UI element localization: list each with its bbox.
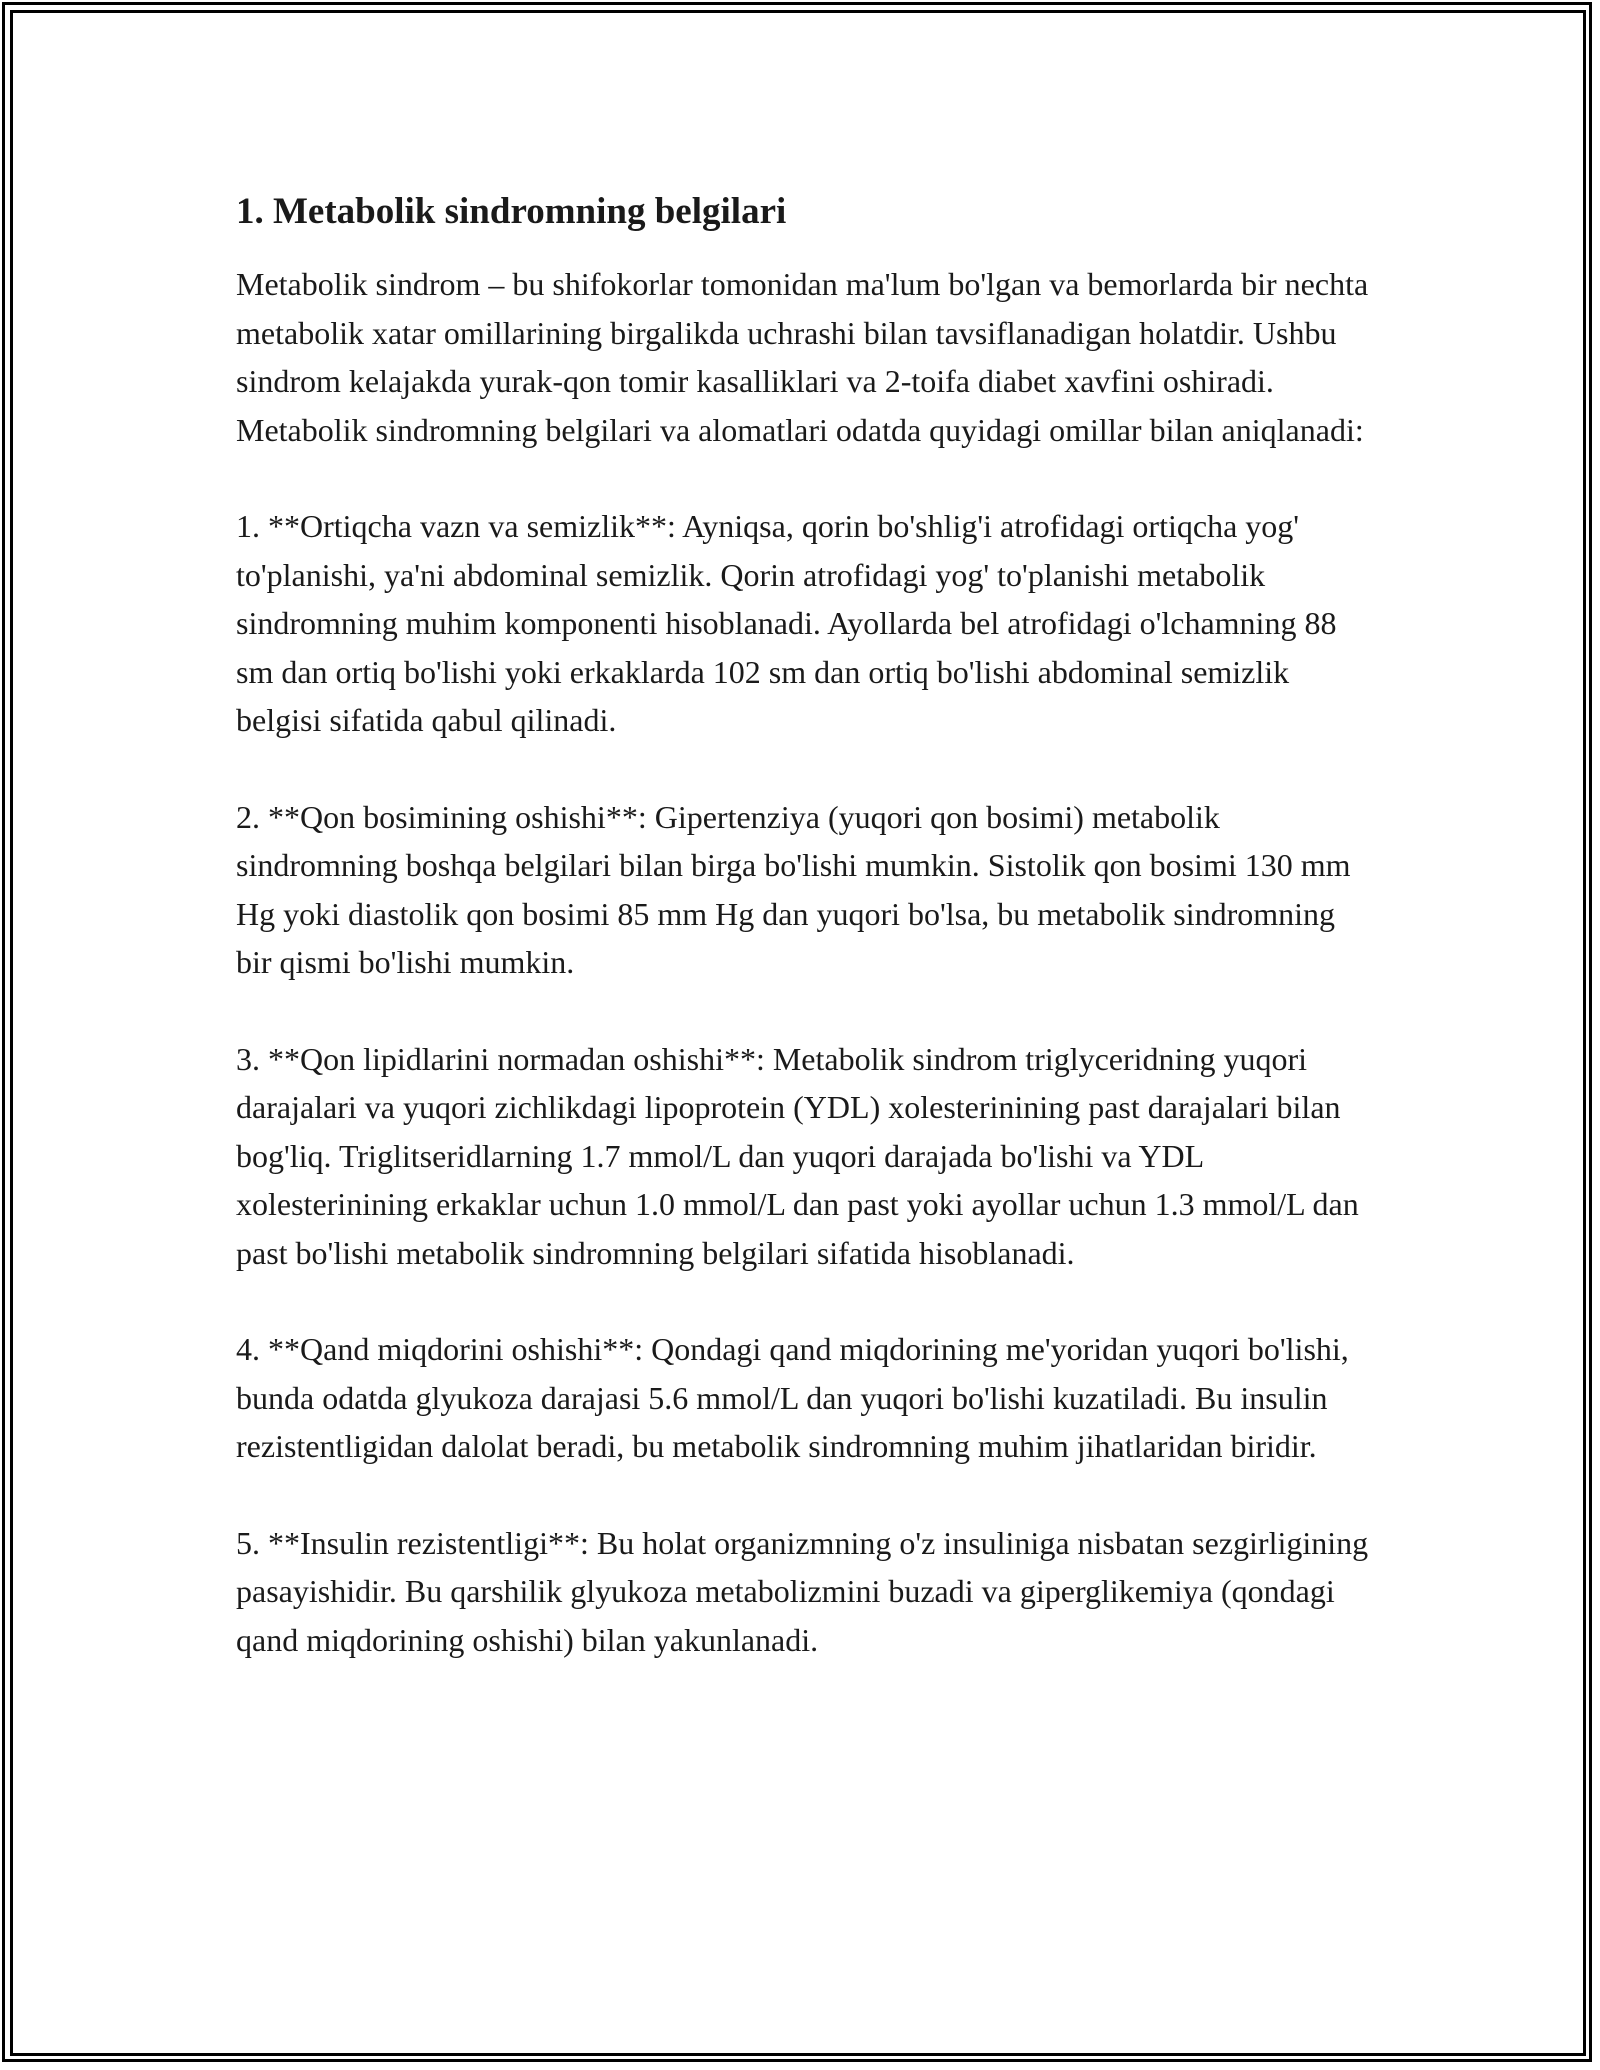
- list-item-5: 5. **Insulin rezistentligi**: Bu holat organizmning o'z insuliniga nisbatan sezgirligining pasayishidir. Bu qarshilik glyukoza metabolizmini buzadi va giperglikemiya (qondagi qand miqdorining oshishi) bilan yakunlanadi.: [236, 1524, 1369, 1658]
- document-heading: 1. Metabolik sindromning belgilari: [236, 191, 787, 232]
- list-item-4: 4. **Qand miqdorini oshishi**: Qondagi qand miqdorining me'yoridan yuqori bo'lishi, bunda odatda glyukoza darajasi 5.6 mmol/L dan yuqori bo'lishi kuzatiladi. Bu insulin rezistentligidan dalolat beradi, bu metabolik sindromning muhim jihatlaridan biridir.: [236, 1331, 1349, 1465]
- list-item-3: 3. **Qon lipidlarini normadan oshishi**: Metabolik sindrom triglyceridning yuqori darajalari va yuqori zichlikdagi lipoprotein (YDL) xolesterinining past darajalari bilan bog'liq. Triglitseridlarning 1.7 mmol/L dan yuqori darajada bo'lishi va YDL xolesterinining erkaklar uchun 1.0 mmol/L dan past yoki ayollar uchun 1.3 mmol/L dan past bo'lishi metabolik sindromning belgilari sifatida hisoblanadi.: [236, 1040, 1359, 1271]
- intro-paragraph: Metabolik sindrom – bu shifokorlar tomonidan ma'lum bo'lgan va bemorlarda bir nechta metabolik xatar omillarining birgalikda uchrashi bilan tavsiflanadigan holatdir. Ushbu sindrom kelajakda yurak-qon tomir kasalliklari va 2-toifa diabet xavfini oshiradi. Metabolik sindromning belgilari va alomatlari odatda quyidagi omillar bilan aniqlanadi:: [236, 266, 1369, 448]
- document-body: [236, 188, 1376, 1712]
- list-item-1: 1. **Ortiqcha vazn va semizlik**: Ayniqsa, qorin bo'shlig'i atrofidagi ortiqcha yog' to'planishi, ya'ni abdominal semizlik. Qorin atrofidagi yog' to'planishi metabolik sindromning muhim komponenti hisoblanadi. Ayollarda bel atrofidagi o'lchamning 88 sm dan ortiq bo'lishi yoki erkaklarda 102 sm dan ortiq bo'lishi abdominal semizlik belgisi sifatida qabul qilinadi.: [236, 508, 1337, 739]
- list-item-2: 2. **Qon bosimining oshishi**: Gipertenziya (yuqori qon bosimi) metabolik sindromning boshqa belgilari bilan birga bo'lishi mumkin. Sistolik qon bosimi 130 mm Hg yoki diastolik qon bosimi 85 mm Hg dan yuqori bo'lsa, bu metabolik sindromning bir qismi bo'lishi mumkin.: [236, 798, 1351, 981]
